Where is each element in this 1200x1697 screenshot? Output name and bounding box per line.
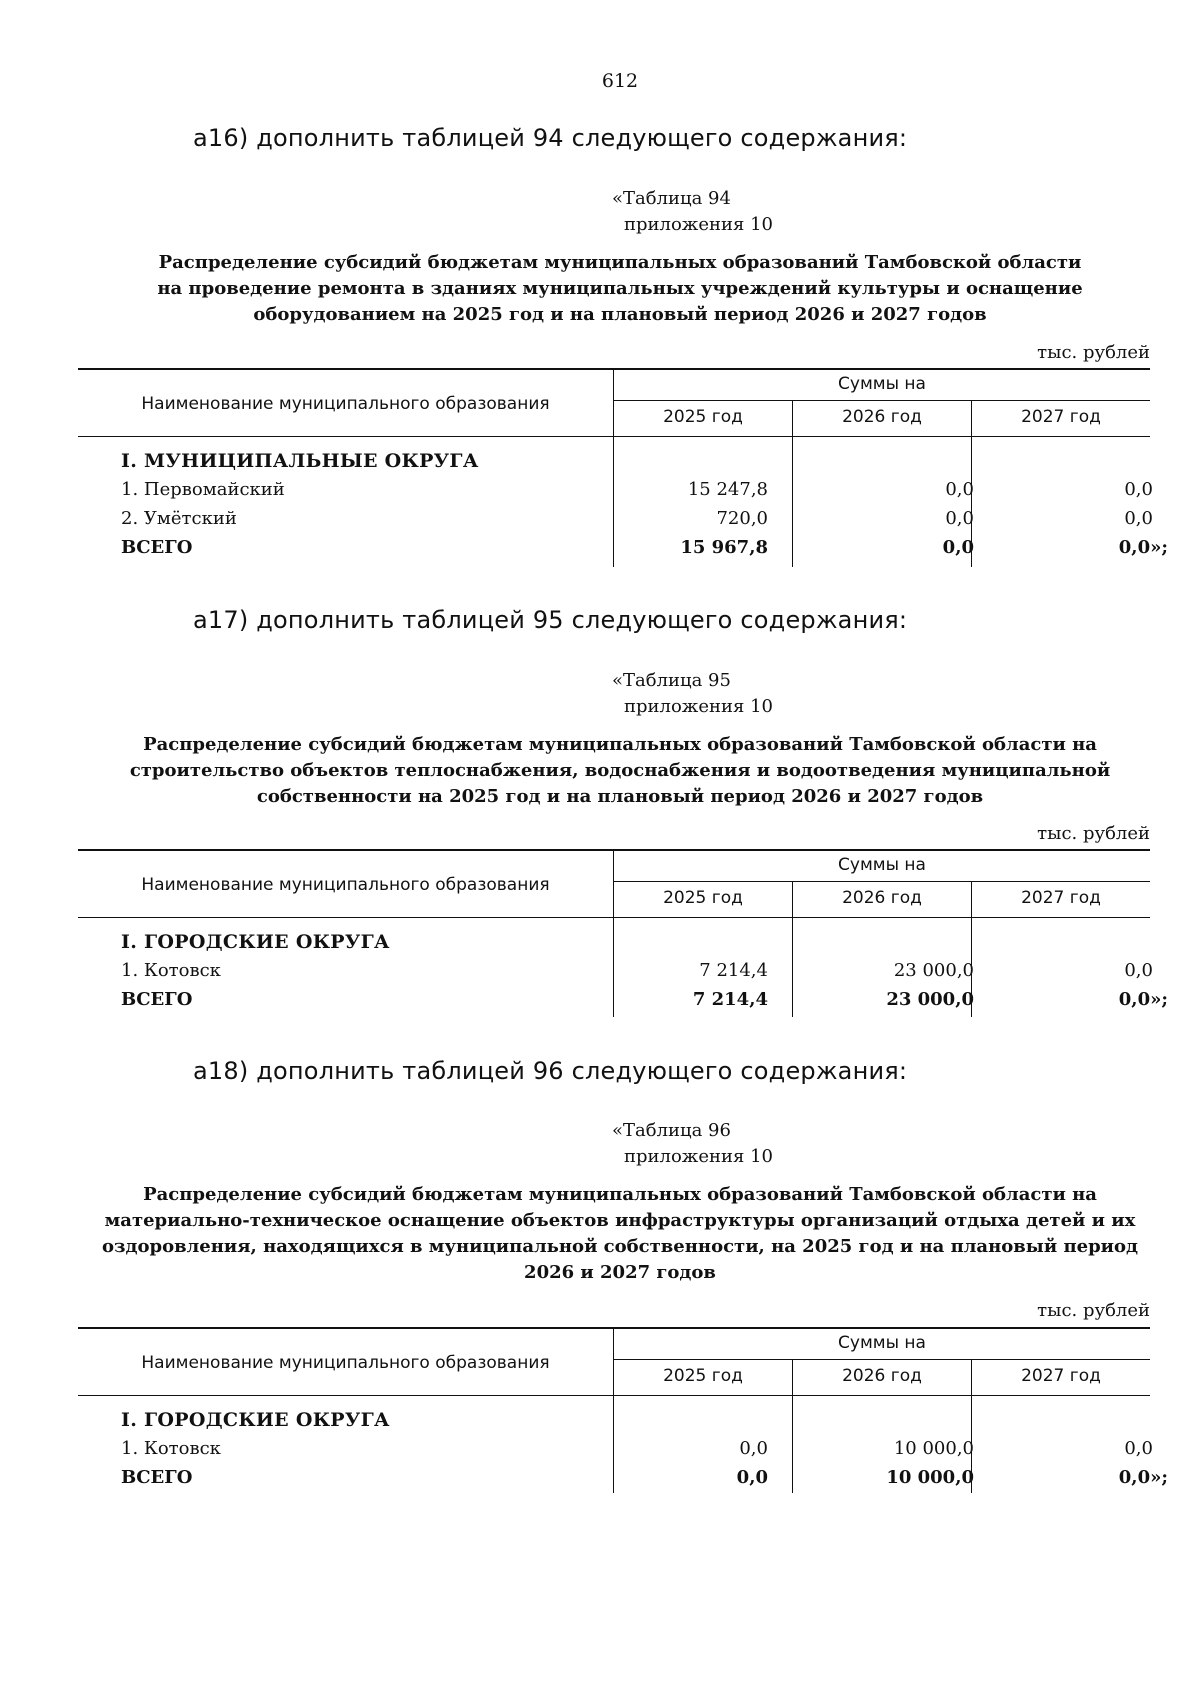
total-row <box>78 537 1168 565</box>
value-2026: 10 000,0 <box>886 1467 974 1488</box>
unit-label: тыс. рублей <box>1037 823 1150 844</box>
title-line: на проведение ремонта в зданиях муниципальных учреждений культуры и оснащение <box>157 278 1083 299</box>
table-ref-line: «Таблица 95 <box>612 670 731 691</box>
row-name: 1. Котовск <box>121 1438 221 1459</box>
table-95 <box>78 849 1168 1019</box>
row-name: ВСЕГО <box>121 1467 193 1488</box>
amendment-a17: а17) дополнить таблицей 95 следующего содержания: <box>193 606 908 634</box>
header-divider <box>614 881 1150 882</box>
value-2025: 7 214,4 <box>692 989 768 1010</box>
header-year-2027: 2027 год <box>1021 1366 1101 1386</box>
row-name: 2. Умётский <box>121 508 237 529</box>
title-line: материально-техническое оснащение объектов инфраструктуры организаций отдыха детей и их <box>104 1210 1136 1231</box>
header-sums: Суммы на <box>838 374 926 394</box>
header-bottom-border <box>78 436 1150 437</box>
header-year-2025: 2025 год <box>663 407 743 427</box>
amendment-a16: а16) дополнить таблицей 94 следующего содержания: <box>193 124 908 152</box>
header-sums: Суммы на <box>838 1333 926 1353</box>
row-name: 1. Котовск <box>121 960 221 981</box>
table-row <box>78 960 1153 988</box>
value-2026: 0,0 <box>942 537 974 558</box>
table-top-border <box>78 1327 1150 1329</box>
title-line: 2026 и 2027 годов <box>524 1262 716 1283</box>
table-95-title <box>100 732 1140 810</box>
title-line: собственности на 2025 год и на плановый период 2026 и 2027 годов <box>256 786 984 807</box>
appendix-ref-line: приложения 10 <box>624 1146 773 1167</box>
table-ref-line: «Таблица 94 <box>612 188 731 209</box>
title-line: оборудованием на 2025 год и на плановый период 2026 и 2027 годов <box>253 304 987 325</box>
value-2025: 720,0 <box>716 508 768 529</box>
unit-label: тыс. рублей <box>1037 1300 1150 1321</box>
section-title: I. ГОРОДСКИЕ ОКРУГА <box>121 931 390 953</box>
page-number: 612 <box>601 70 639 92</box>
appendix-ref-line: приложения 10 <box>624 696 773 717</box>
value-2027: 0,0 <box>1124 1438 1153 1459</box>
value-2027: 0,0 <box>1124 479 1153 500</box>
header-year-2027: 2027 год <box>1021 407 1101 427</box>
header-bottom-border <box>78 917 1150 918</box>
value-2026: 23 000,0 <box>893 960 974 981</box>
header-year-2026: 2026 год <box>842 888 922 908</box>
table-96 <box>78 1327 1168 1497</box>
table-95-reference <box>612 668 773 720</box>
table-row <box>78 1438 1153 1466</box>
table-row <box>78 508 1153 536</box>
value-2027: 0,0 <box>1124 960 1153 981</box>
value-2025: 0,0 <box>736 1467 768 1488</box>
value-2027: 0,0 <box>1124 508 1153 529</box>
total-row <box>78 1467 1168 1495</box>
table-top-border <box>78 849 1150 851</box>
value-2025: 15 247,8 <box>687 479 768 500</box>
header-year-2027: 2027 год <box>1021 888 1101 908</box>
header-year-2026: 2026 год <box>842 407 922 427</box>
title-line: оздоровления, находящихся в муниципальной собственности, на 2025 год и на плановый период <box>101 1236 1139 1257</box>
section-title: I. ГОРОДСКИЕ ОКРУГА <box>121 1409 390 1431</box>
row-name: ВСЕГО <box>121 537 193 558</box>
row-name: ВСЕГО <box>121 989 193 1010</box>
table-top-border <box>78 368 1150 370</box>
row-name: 1. Первомайский <box>121 479 285 500</box>
header-name: Наименование муниципального образования <box>141 875 550 895</box>
header-divider <box>614 400 1150 401</box>
header-bottom-border <box>78 1395 1150 1396</box>
total-row <box>78 989 1168 1017</box>
value-2027: 0,0»; <box>1118 537 1168 558</box>
table-94-title <box>100 250 1140 328</box>
header-name: Наименование муниципального образования <box>141 394 550 414</box>
header-sums: Суммы на <box>838 855 926 875</box>
title-line: Распределение субсидий бюджетам муниципальных образований Тамбовской области на <box>143 734 1097 755</box>
header-name: Наименование муниципального образования <box>141 1353 550 1373</box>
value-2027: 0,0»; <box>1118 989 1168 1010</box>
value-2027: 0,0»; <box>1118 1467 1168 1488</box>
title-line: Распределение субсидий бюджетам муниципальных образований Тамбовской области <box>158 252 1082 273</box>
header-year-2026: 2026 год <box>842 1366 922 1386</box>
table-ref-line: «Таблица 96 <box>612 1120 731 1141</box>
table-94-reference <box>612 186 773 238</box>
value-2025: 7 214,4 <box>699 960 768 981</box>
amendment-a18: а18) дополнить таблицей 96 следующего содержания: <box>193 1057 908 1085</box>
title-line: строительство объектов теплоснабжения, водоснабжения и водоотведения муниципальной <box>129 760 1111 781</box>
appendix-ref-line: приложения 10 <box>624 214 773 235</box>
value-2025: 15 967,8 <box>680 537 768 558</box>
table-row <box>78 479 1153 507</box>
value-2026: 23 000,0 <box>886 989 974 1010</box>
table-94 <box>78 368 1168 568</box>
section-title: I. МУНИЦИПАЛЬНЫЕ ОКРУГА <box>121 450 479 472</box>
table-96-reference <box>612 1118 773 1170</box>
table-96-title <box>100 1182 1140 1286</box>
unit-label: тыс. рублей <box>1037 342 1150 363</box>
header-year-2025: 2025 год <box>663 1366 743 1386</box>
value-2026: 0,0 <box>945 479 974 500</box>
value-2026: 0,0 <box>945 508 974 529</box>
value-2025: 0,0 <box>739 1438 768 1459</box>
header-year-2025: 2025 год <box>663 888 743 908</box>
value-2026: 10 000,0 <box>893 1438 974 1459</box>
header-divider <box>614 1359 1150 1360</box>
title-line: Распределение субсидий бюджетам муниципальных образований Тамбовской области на <box>143 1184 1097 1205</box>
